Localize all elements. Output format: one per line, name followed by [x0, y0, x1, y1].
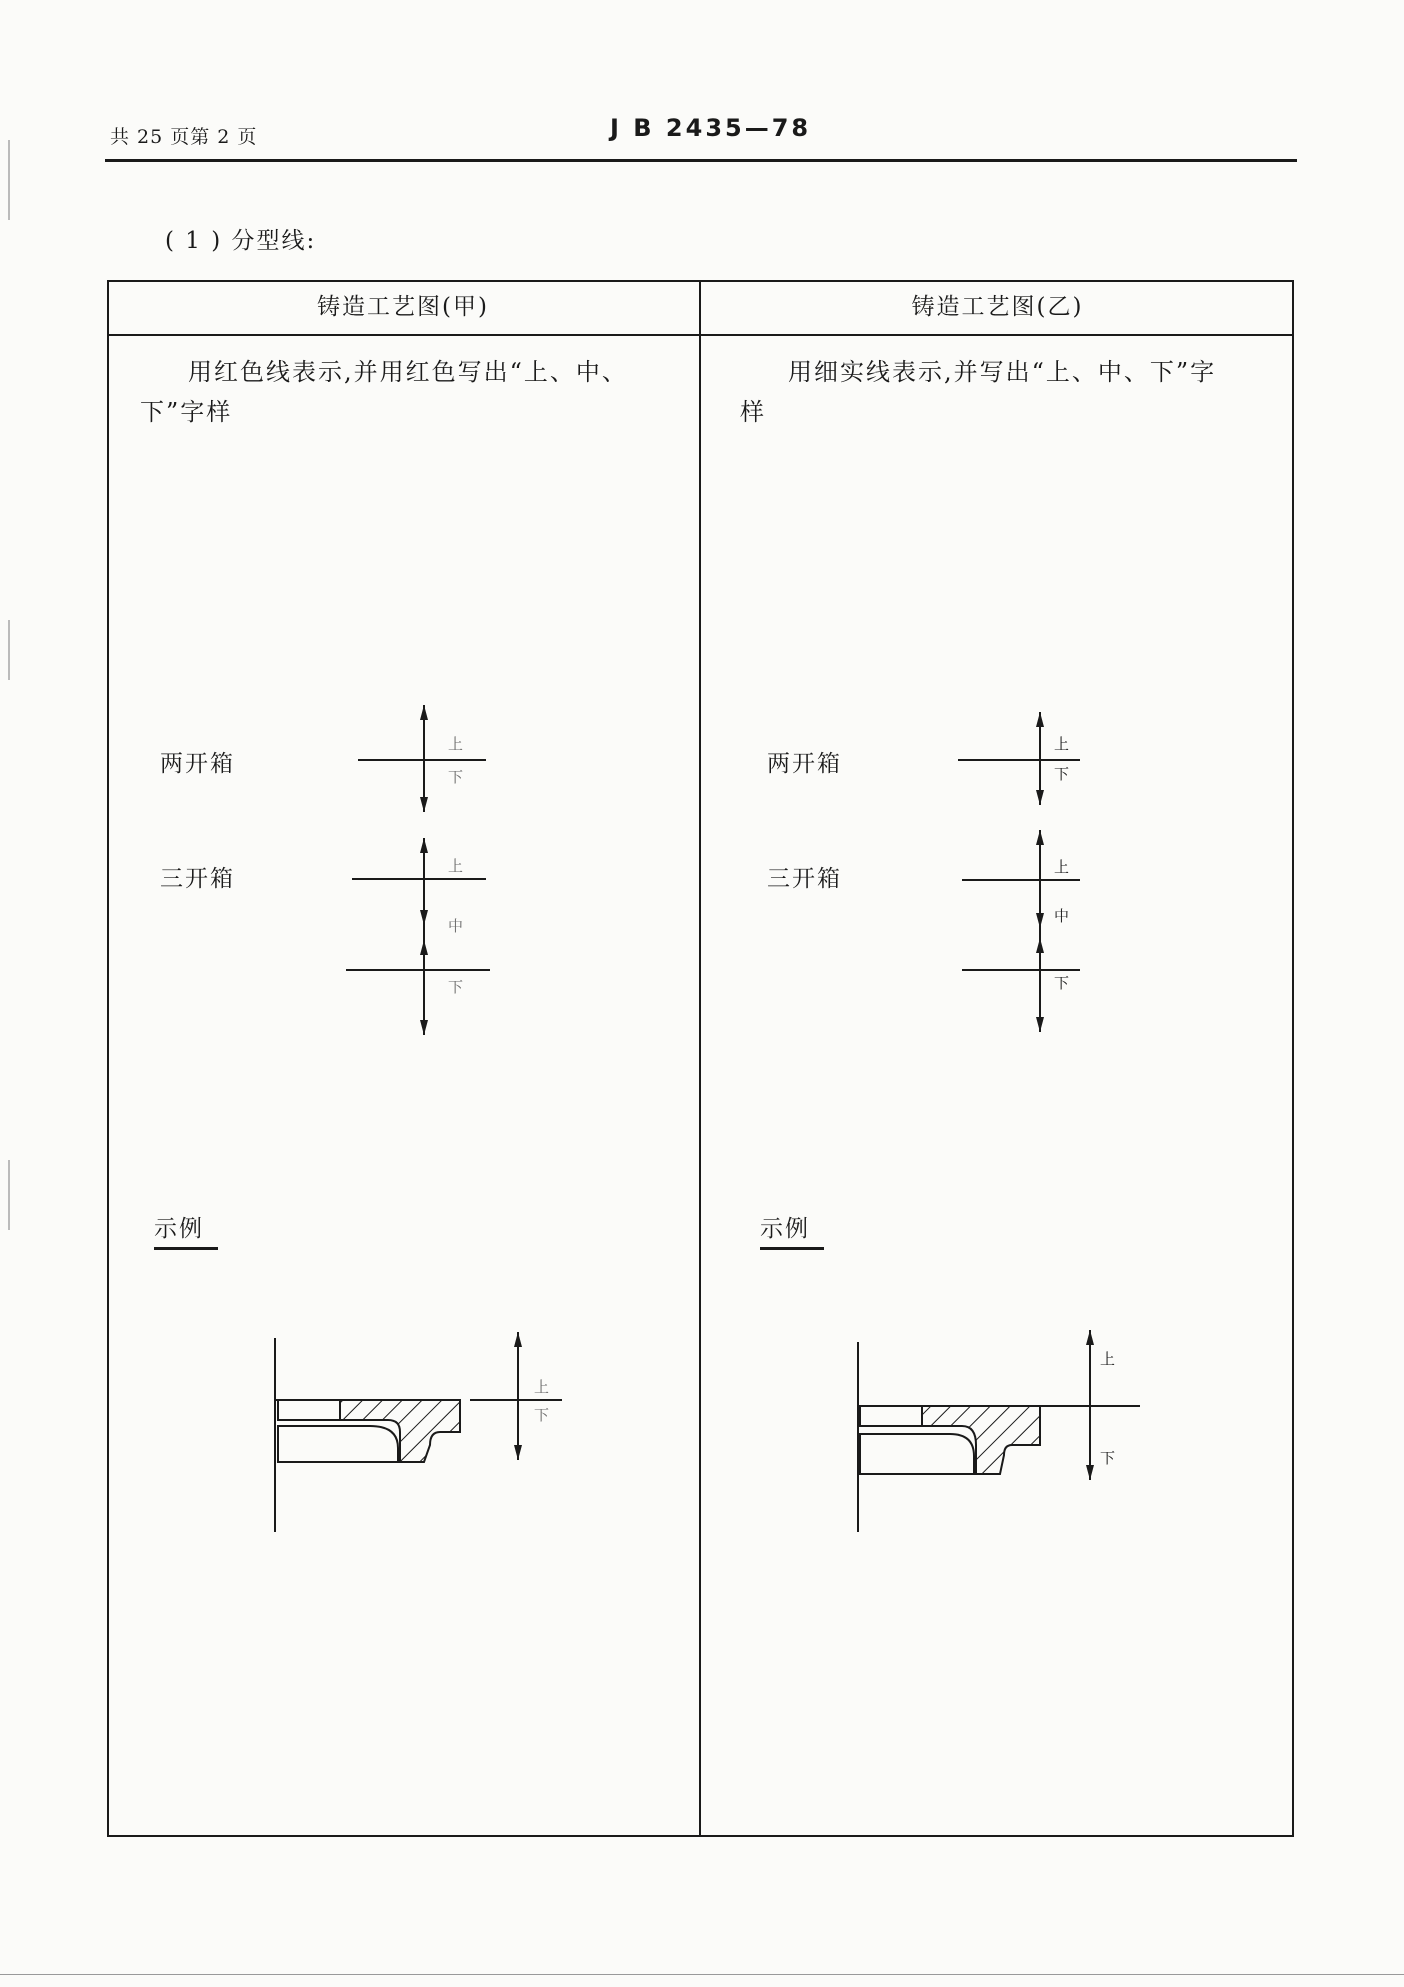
description-right-line2: 样	[740, 398, 766, 426]
mark-lower-two-right: 下	[1054, 765, 1070, 783]
scan-margin-mark	[8, 1160, 10, 1230]
column-heading-right: 铸造工艺图(乙)	[911, 294, 1084, 320]
mark-lower-example-left: 下	[534, 1406, 550, 1424]
two-box-diagram-left	[358, 705, 486, 812]
description-left-line2: 下”字样	[140, 398, 233, 426]
mark-middle-three-left: 中	[448, 917, 464, 935]
three-box-diagram-left	[346, 838, 490, 1035]
mark-lower-three-left: 下	[448, 978, 464, 996]
mark-lower-two-left: 下	[448, 768, 464, 786]
description-right-line1: 用细实线表示,并写出“上、中、下”字	[788, 358, 1217, 386]
mark-upper-example-left: 上	[534, 1378, 550, 1396]
casting-example-left	[275, 1332, 562, 1532]
scan-bottom-edge	[0, 1974, 1404, 1975]
mark-upper-three-left: 上	[448, 857, 464, 875]
mark-middle-three-right: 中	[1054, 907, 1070, 925]
mark-upper-two-left: 上	[448, 735, 464, 753]
two-box-label-right: 两开箱	[767, 751, 842, 777]
column-heading-left: 铸造工艺图(甲)	[317, 294, 489, 320]
casting-example-right	[858, 1330, 1140, 1532]
description-left-line1: 用红色线表示,并用红色写出“上、中、	[188, 358, 628, 386]
mark-lower-three-right: 下	[1054, 974, 1070, 992]
document-number: J B 2435—78	[610, 114, 812, 142]
section-title: ( 1 ) 分型线:	[165, 228, 317, 254]
example-label-right: 示例	[760, 1210, 824, 1250]
scan-margin-mark	[8, 620, 10, 680]
mark-upper-three-right: 上	[1054, 858, 1070, 876]
example-label-left: 示例	[154, 1210, 218, 1250]
scan-margin-mark	[8, 140, 10, 220]
mark-lower-example-right: 下	[1100, 1449, 1116, 1467]
mark-upper-two-right: 上	[1054, 735, 1070, 753]
two-box-label-left: 两开箱	[160, 751, 235, 777]
page-count: 共 25 页第 2 页	[110, 126, 258, 148]
mark-upper-example-right: 上	[1100, 1350, 1116, 1368]
two-box-diagram-right	[958, 712, 1080, 805]
three-box-label-right: 三开箱	[767, 866, 842, 892]
three-box-label-left: 三开箱	[160, 866, 235, 892]
